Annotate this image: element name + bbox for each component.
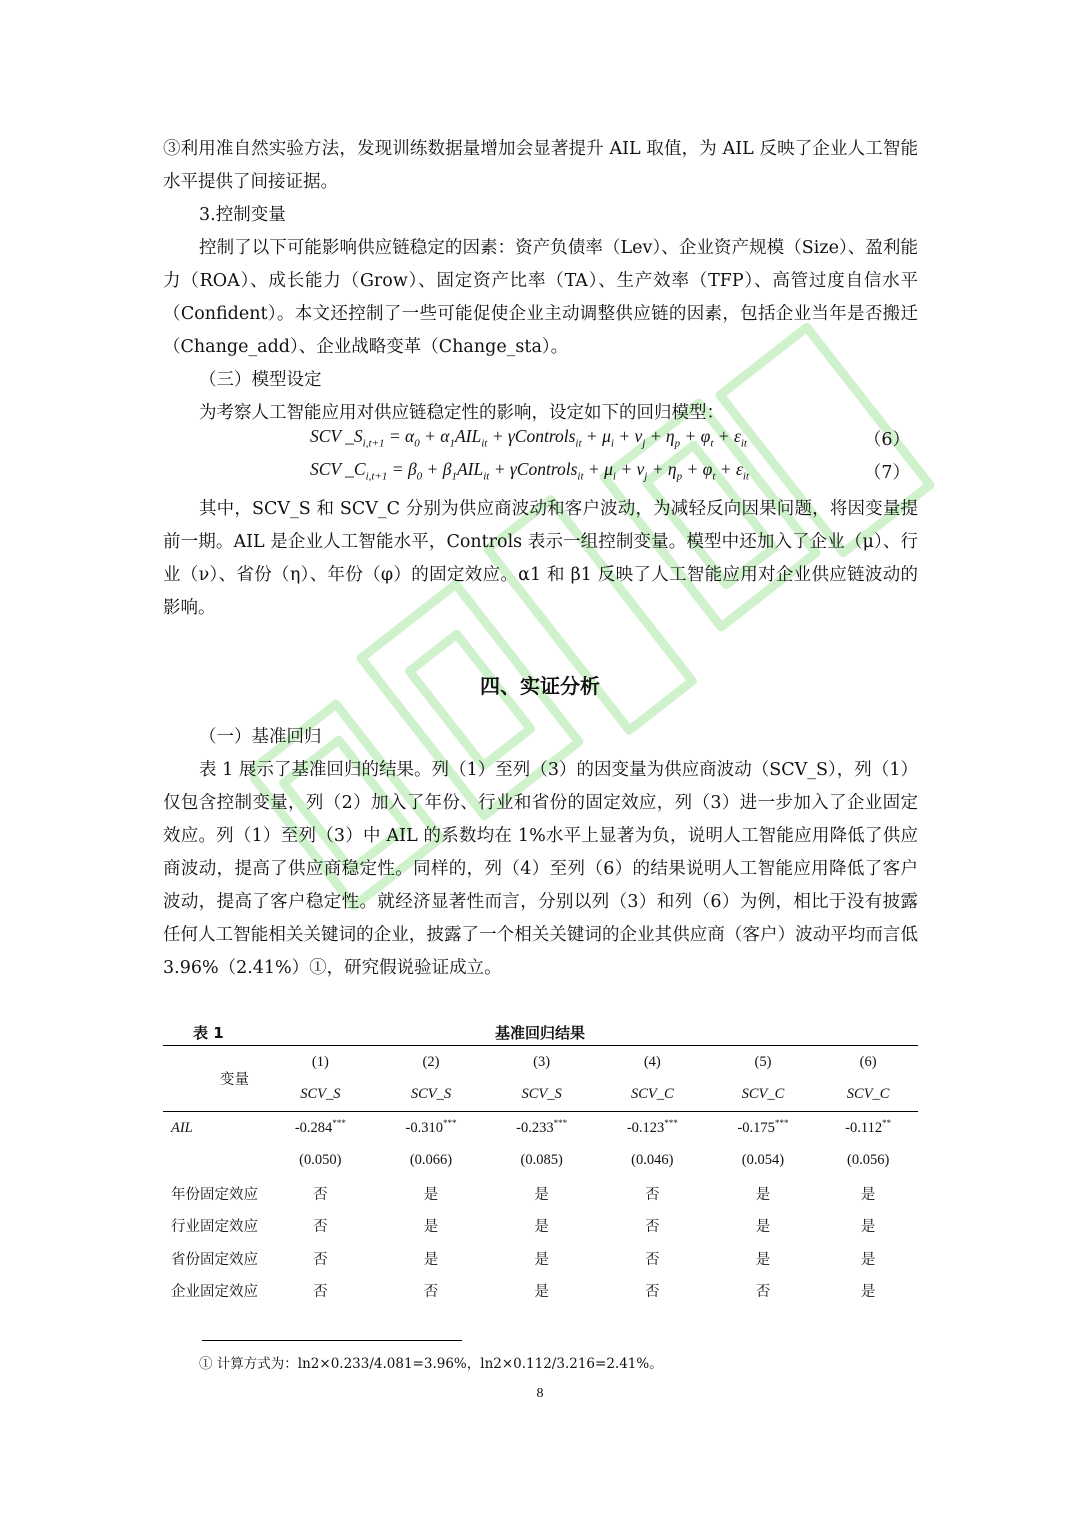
fe-cell: 是 [534,1251,549,1268]
table-row-fe-industry [163,1210,918,1243]
fe-cell: 否 [313,1251,328,1268]
section-title-empirical: 四、实证分析 [480,674,600,698]
stars-5: *** [774,1117,789,1128]
fe-cell: 是 [534,1186,549,1203]
equation-6-number: （6） [863,430,910,450]
table-row-fe-firm [163,1275,918,1308]
fe-cell: 是 [860,1219,876,1236]
coef-cell [265,1112,376,1145]
col-depvar-1: SCV_S [265,1079,376,1112]
paragraph-model-explanation: 其中，SCV_S 和 SCV_C 分别为供应商波动和客户波动，为减轻反向因果问题，将因变量提前一期。AIL 是企业人工智能水平，Controls 表示一组控制变量。模型中还加入了企业（μ）、行业（ν）、省份（η）、年份（φ）的固定效应。α1 和 β1 反映了人工智能应用对企业供应链波动的影响。 [163,499,918,618]
fe-cell: 是 [423,1219,439,1236]
fe-cell: 否 [645,1219,660,1236]
col-depvar-5: SCV_C [708,1079,819,1112]
coef-4: -0.123 [626,1119,665,1136]
col-num-4: (4) [597,1046,708,1079]
table-title: 基准回归结果 [494,1024,585,1042]
stars-2: *** [442,1117,457,1128]
coef-2: -0.310 [405,1119,443,1136]
coef-5: -0.175 [737,1119,775,1136]
fe-cell: 是 [755,1251,771,1268]
col-depvar-2: SCV_S [376,1079,487,1112]
row-label-ail: AIL [171,1119,193,1136]
fe-cell: 否 [645,1251,660,1268]
stars-3: *** [553,1117,568,1128]
col-num-5: (5) [708,1046,819,1079]
se-3: (0.085) [520,1152,563,1169]
coef-3: -0.233 [516,1119,554,1136]
fe-cell: 是 [534,1284,549,1301]
equation-6-body: SCV $\_S_{i,t+1} = \alpha_0 + \alpha_1AIL_{it}$ + γControls$_{it}$ + $\mu_i + \nu_j + \eta_p + \varphi_t + \varepsilon_{it}$ [310,426,747,450]
row-label-fe-province: 省份固定效应 [171,1251,258,1268]
fe-cell: 是 [423,1186,439,1203]
col-num-6: (6) [818,1046,918,1079]
col-num-2: (2) [376,1046,487,1079]
fe-cell: 是 [534,1219,549,1236]
table-var-header: 变量 [163,1046,265,1112]
se-1: (0.050) [299,1152,342,1169]
heading-model-setup: （三）模型设定 [199,370,322,390]
col-depvar-4: SCV_C [597,1079,708,1112]
page-number: 8 [536,1386,544,1401]
coef-cell [597,1112,708,1145]
fe-cell: 否 [313,1284,328,1301]
heading-control-variables: 3.控制变量 [199,205,286,225]
stars-6: ** [882,1117,892,1128]
equation-7-body: SCV $\_C_{i,t+1} = \beta_0 + \beta_1AIL_{it}$ + γControls$_{it}$ + $\mu_i + \nu_j + \eta_p + \varphi_t + \varepsilon_{it}$ [310,459,749,483]
table-row-ail [163,1112,918,1145]
col-depvar-3: SCV_S [486,1079,597,1112]
fe-cell: 否 [313,1186,328,1203]
coef-6: -0.112 [845,1119,883,1136]
row-label-fe-year: 年份固定效应 [171,1186,258,1203]
table-row-fe-province [163,1242,918,1275]
paragraph-evidence: ③利用准自然实验方法，发现训练数据量增加会显著提升 AIL 取值，为 AIL 反映了企业人工智能水平提供了间接证据。 [163,139,918,192]
heading-baseline-regression: （一）基准回归 [199,727,322,747]
stars-1: *** [332,1117,346,1128]
table-row-fe-year [163,1177,918,1210]
fe-cell: 否 [313,1219,328,1236]
fe-cell: 是 [860,1186,876,1203]
paragraph-model-intro: 为考察人工智能应用对供应链稳定性的影响，设定如下的回归模型： [199,403,724,423]
paragraph-control-variables: 控制了以下可能影响供应链稳定的因素：资产负债率（Lev）、企业资产规模（Size）、盈利能力（ROA）、成长能力（Grow）、固定资产比率（TA）、生产效率（TFP）、高管过度自信水平（Confident）。本文还控制了一些可能促使企业主动调整供应链的因素，包括企业当年是否搬迁（Change_add）、企业战略变革（Change_sta）。 [163,238,918,357]
col-depvar-6: SCV_C [818,1079,918,1112]
paragraph-baseline-results: 表 1 展示了基准回归的结果。列（1）至列（3）的因变量为供应商波动（SCV_S），列（1）仅包含控制变量，列（2）加入了年份、行业和省份的固定效应，列（3）进一步加入了企业固定效应。列（1）至列（3）中 AIL 的系数均在 1%水平上显著为负，说明人工智能应用降低了供应商波动，提高了供应商稳定性。同样的，列（4）至列（6）的结果说明人工智能应用降低了客户波动，提高了客户稳定性。就经济显著性而言，分别以列（3）和列（6）为例，相比于没有披露任何人工智能相关关键词的企业，披露了一个相关关键词的企业其供应商（客户）波动平均而言低 3.96%（2.41%）①，研究假说验证成立。 [163,760,918,978]
se-5: (0.054) [741,1152,785,1169]
regression-table [163,1045,918,1307]
coef-cell [376,1112,487,1145]
fe-cell: 否 [423,1284,439,1301]
equation-7 [310,459,910,489]
fe-cell: 否 [645,1186,660,1203]
se-6: (0.056) [846,1152,890,1169]
table-row-se [163,1145,918,1178]
stars-4: *** [664,1117,678,1128]
fe-cell: 是 [860,1251,876,1268]
fe-cell: 是 [755,1186,771,1203]
equation-7-number: （7） [863,463,910,483]
coef-1: -0.284 [294,1119,333,1136]
coef-cell [486,1112,597,1145]
coef-cell [708,1112,819,1145]
footnote: ① 计算方式为：ln2×0.233/4.081=3.96%，ln2×0.112/3.216=2.41%。 [199,1356,663,1372]
fe-cell: 是 [860,1284,876,1301]
footnote-separator [202,1340,462,1341]
fe-cell: 是 [423,1251,439,1268]
fe-cell: 否 [645,1284,660,1301]
coef-cell [818,1112,918,1145]
equation-6 [310,426,910,456]
fe-cell: 否 [755,1284,771,1301]
row-label-fe-industry: 行业固定效应 [171,1219,258,1236]
se-4: (0.046) [631,1152,674,1169]
col-num-1: (1) [265,1046,376,1079]
row-label-fe-firm: 企业固定效应 [171,1284,258,1301]
fe-cell: 是 [755,1219,771,1236]
col-num-3: (3) [486,1046,597,1079]
se-2: (0.066) [409,1152,453,1169]
table-label: 表 1 [193,1024,224,1042]
